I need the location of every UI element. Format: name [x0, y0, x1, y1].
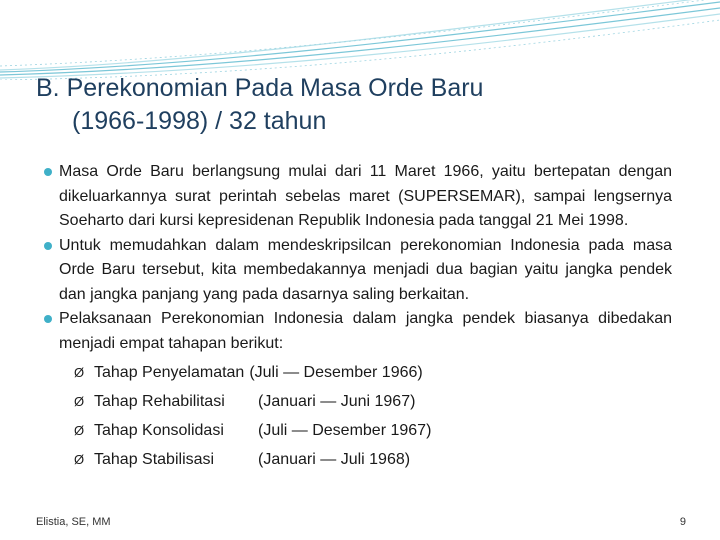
- bullet-text: Masa Orde Baru berlangsung mulai dari 11 Maret 1966, yaitu bertepatan dengan dikeluarkannya surat perintah sebelas maret (SUPERSEMAR), sampai lengsernya Soeharto dari kursi kepresidenan Republik Indonesia pada tanggal 21 Mei 1998.: [59, 163, 672, 229]
- stage-name: Tahap Stabilisasi: [94, 450, 215, 468]
- stage-name: Tahap Penyelamatan: [94, 363, 245, 381]
- bullet-dot-icon: [44, 315, 52, 323]
- arrow-bullet-icon: Ø: [74, 422, 85, 438]
- stage-list: [74, 361, 672, 473]
- slide-body: [44, 160, 672, 472]
- stage-period: (Juli — Desember 1967): [258, 421, 432, 439]
- footer-author: Elistia, SE, MM: [36, 516, 111, 528]
- bullet-text: Pelaksanaan Perekonomian Indonesia dalam jangka pendek biasanya dibedakan menjadi empat tahapan berikut:: [59, 310, 672, 352]
- bullet-dot-icon: [44, 168, 52, 176]
- stage-item: [74, 448, 672, 473]
- header-swoosh-decoration: [0, 0, 720, 80]
- arrow-bullet-icon: Ø: [74, 364, 85, 380]
- stage-item: [74, 390, 672, 415]
- bullet-text: Untuk memudahkan dalam mendeskripsilcan perekonomian Indonesia pada masa Orde Baru tersebut, kita membedakannya menjadi dua bagian yaitu jangka pendek dan jangka panjang yang pada dasarnya saling berkaitan.: [59, 236, 672, 303]
- bullet-item: [44, 234, 672, 308]
- stage-period: (Januari — Juli 1968): [258, 450, 411, 468]
- slide-title: [36, 72, 676, 138]
- stage-item: [74, 361, 672, 386]
- bullet-item: [44, 307, 672, 356]
- bullet-item: [44, 160, 672, 234]
- arrow-bullet-icon: Ø: [74, 393, 85, 409]
- page-number: 9: [679, 516, 686, 528]
- stage-period: (Januari — Juni 1967): [258, 392, 416, 410]
- stage-name: Tahap Rehabilitasi: [94, 392, 225, 410]
- slide-title-line-2: (1966-1998) / 32 tahun: [72, 107, 327, 135]
- stage-name: Tahap Konsolidasi: [94, 421, 224, 439]
- slide-title-line-1: B. Perekonomian Pada Masa Orde Baru: [36, 74, 484, 102]
- stage-period: (Juli — Desember 1966): [249, 363, 423, 381]
- bullet-dot-icon: [44, 242, 52, 250]
- arrow-bullet-icon: Ø: [74, 451, 85, 467]
- stage-item: [74, 419, 672, 444]
